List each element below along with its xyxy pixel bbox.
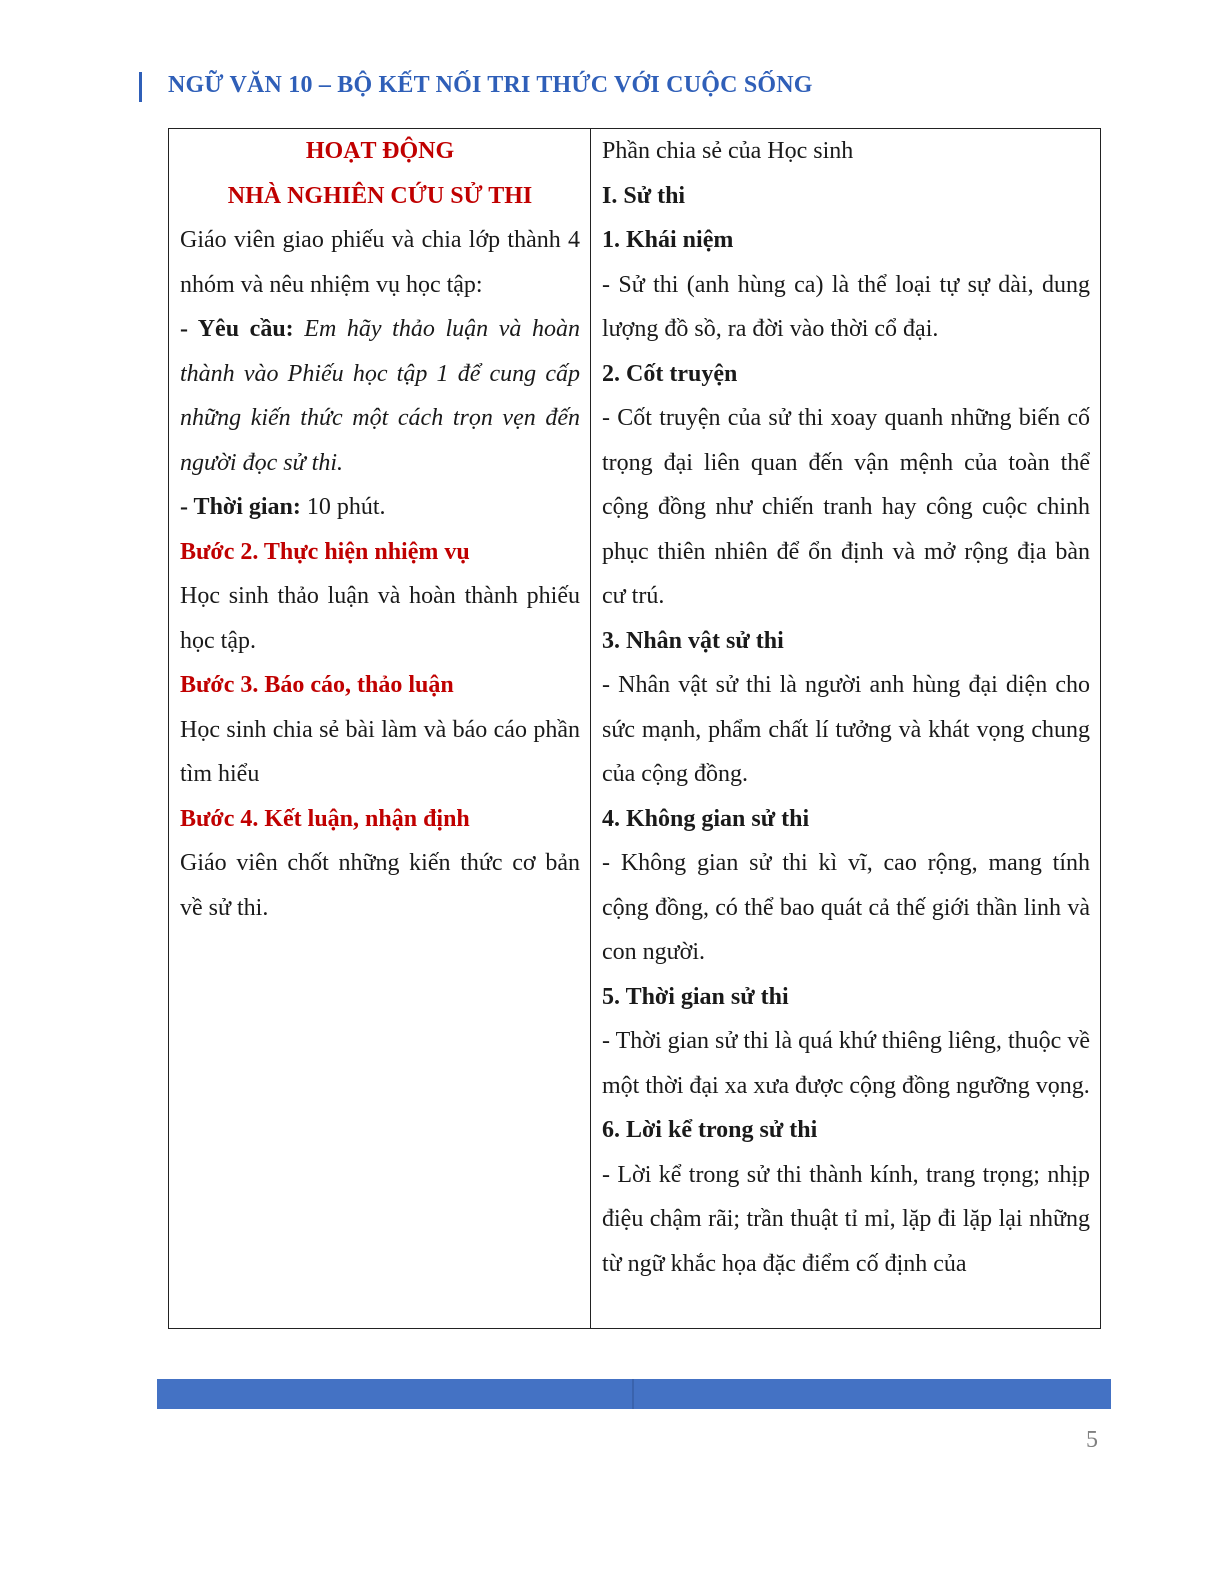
item-text: - Không gian sử thi kì vĩ, cao rộng, mang tính cộng đồng, có thể bao quát cả thế giới thần linh và con người. <box>602 850 1090 965</box>
teacher-activity-column <box>169 129 591 1329</box>
step4-text: Giáo viên chốt những kiến thức cơ bản về sử thi. <box>180 850 580 921</box>
item-title: 1. Khái niệm <box>602 227 734 253</box>
item-text: - Thời gian sử thi là quá khứ thiêng liêng, thuộc về một thời đại xa xưa được cộng đồng ngưỡng vọng. <box>602 1028 1090 1099</box>
step2-text: Học sinh thảo luận và hoàn thành phiếu học tập. <box>180 583 580 654</box>
student-intro-text: Phần chia sẻ của Học sinh <box>602 138 854 164</box>
time-paragraph <box>180 485 580 530</box>
time-value: 10 phút. <box>306 494 386 520</box>
step3-text: Học sinh chia sẻ bài làm và báo cáo phần tìm hiểu <box>180 716 580 787</box>
item-title: 4. Không gian sử thi <box>602 805 810 832</box>
requirement-label: - Yêu cầu: <box>180 316 294 342</box>
page-header-title: NGỮ VĂN 10 – BỘ KẾT NỐI TRI THỨC VỚI CUỘC SỐNG <box>168 72 813 98</box>
item-title: 6. Lời kể trong sử thi <box>602 1117 818 1143</box>
step4-title: Bước 4. Kết luận, nhận định <box>180 805 470 832</box>
item-title: 3. Nhân vật sử thi <box>602 627 784 654</box>
footer-bar-divider <box>632 1379 634 1409</box>
student-sharing-column <box>591 129 1101 1329</box>
item-text: - Lời kể trong sử thi thành kính, trang trọng; nhịp điệu chậm rãi; trần thuật tỉ mỉ, lặp đi lặp lại những từ ngữ khắc họa đặc điểm cố định của <box>602 1161 1090 1277</box>
item-title: 5. Thời gian sử thi <box>602 983 789 1010</box>
time-label: - Thời gian: <box>180 494 301 520</box>
header-accent-bar <box>139 72 142 102</box>
item-title: 2. Cốt truyện <box>602 360 738 387</box>
item-text: - Sử thi (anh hùng ca) là thể loại tự sự dài, dung lượng đồ sồ, ra đời vào thời cổ đại. <box>602 271 1090 342</box>
step3-title: Bước 3. Báo cáo, thảo luận <box>180 672 454 698</box>
item-text: - Nhân vật sử thi là người anh hùng đại diện cho sức mạnh, phẩm chất lí tưởng và khát vọng chung của cộng đồng. <box>602 672 1090 787</box>
page-number: 5 <box>1086 1427 1098 1453</box>
lesson-table <box>168 128 1101 1329</box>
footer-bar <box>157 1379 1111 1409</box>
activity-subheading: NHÀ NGHIÊN CỨU SỬ THI <box>227 182 533 209</box>
item-text: - Cốt truyện của sử thi xoay quanh những biến cố trọng đại liên quan đến vận mệnh của toàn thể cộng đồng như chiến tranh hay công cuộc chinh phục thiên nhiên để ổn định và mở rộng địa bàn cư trú. <box>602 405 1090 609</box>
teacher-intro-text: Giáo viên giao phiếu và chia lớp thành 4 nhóm và nêu nhiệm vụ học tập: <box>180 227 580 298</box>
step2-title: Bước 2. Thực hiện nhiệm vụ <box>180 538 470 565</box>
activity-heading: HOẠT ĐỘNG <box>305 138 455 164</box>
section-title: I. Sử thi <box>602 182 686 209</box>
requirement-paragraph <box>180 307 580 485</box>
requirement-text: Em hãy thảo luận và hoàn thành vào Phiếu học tập 1 để cung cấp những kiến thức một cách trọn vẹn đến người đọc sử thi. <box>180 316 580 476</box>
